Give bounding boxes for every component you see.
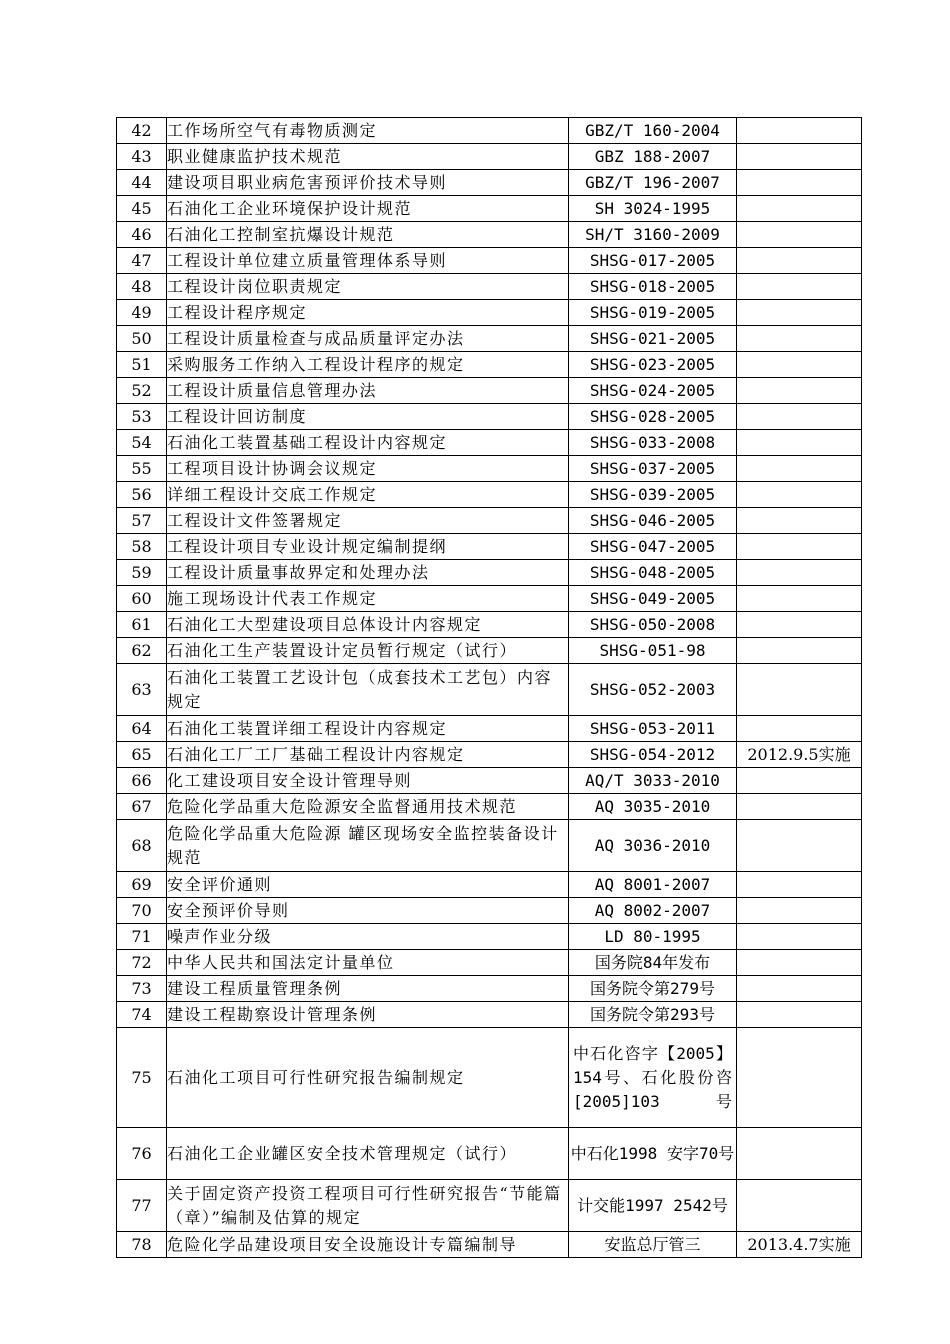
row-number: 61 bbox=[117, 612, 167, 638]
standard-code: SHSG-050-2008 bbox=[569, 612, 737, 638]
standard-name: 石油化工装置详细工程设计内容规定 bbox=[167, 716, 569, 742]
standard-code: SHSG-024-2005 bbox=[569, 378, 737, 404]
table-row bbox=[117, 1180, 862, 1232]
row-number: 54 bbox=[117, 430, 167, 456]
table-row bbox=[117, 404, 862, 430]
standard-note bbox=[737, 170, 862, 196]
standard-note bbox=[737, 196, 862, 222]
standards-table bbox=[116, 117, 862, 1258]
standard-name: 工程设计项目专业设计规定编制提纲 bbox=[167, 534, 569, 560]
standard-name: 石油化工生产装置设计定员暂行规定（试行） bbox=[167, 638, 569, 664]
row-number: 48 bbox=[117, 274, 167, 300]
standard-note bbox=[737, 924, 862, 950]
standard-code: SHSG-054-2012 bbox=[569, 742, 737, 768]
row-number: 50 bbox=[117, 326, 167, 352]
standard-name: 工程设计单位建立质量管理体系导则 bbox=[167, 248, 569, 274]
standard-name: 石油化工控制室抗爆设计规范 bbox=[167, 222, 569, 248]
standard-code: AQ 3036-2010 bbox=[569, 820, 737, 872]
table-row bbox=[117, 352, 862, 378]
standard-note bbox=[737, 456, 862, 482]
standard-note bbox=[737, 872, 862, 898]
standard-name: 石油化工企业罐区安全技术管理规定（试行） bbox=[167, 1128, 569, 1180]
table-row bbox=[117, 586, 862, 612]
table-row bbox=[117, 664, 862, 716]
table-row bbox=[117, 976, 862, 1002]
row-number: 49 bbox=[117, 300, 167, 326]
row-number: 44 bbox=[117, 170, 167, 196]
row-number: 58 bbox=[117, 534, 167, 560]
standard-name: 石油化工企业环境保护设计规范 bbox=[167, 196, 569, 222]
standard-note bbox=[737, 1128, 862, 1180]
standard-code: AQ 8002-2007 bbox=[569, 898, 737, 924]
standard-note bbox=[737, 534, 862, 560]
standard-code: SH/T 3160-2009 bbox=[569, 222, 737, 248]
standard-note bbox=[737, 794, 862, 820]
standard-name: 工程设计程序规定 bbox=[167, 300, 569, 326]
standard-name: 关于固定资产投资工程项目可行性研究报告“节能篇（章）”编制及估算的规定 bbox=[167, 1180, 569, 1232]
standard-name: 工程项目设计协调会议规定 bbox=[167, 456, 569, 482]
table-row bbox=[117, 508, 862, 534]
standard-code: SHSG-048-2005 bbox=[569, 560, 737, 586]
row-number: 73 bbox=[117, 976, 167, 1002]
standard-name: 工程设计质量信息管理办法 bbox=[167, 378, 569, 404]
row-number: 65 bbox=[117, 742, 167, 768]
table-row bbox=[117, 326, 862, 352]
standard-name: 石油化工项目可行性研究报告编制规定 bbox=[167, 1028, 569, 1128]
standard-note bbox=[737, 638, 862, 664]
standard-note bbox=[737, 430, 862, 456]
table-row bbox=[117, 872, 862, 898]
row-number: 78 bbox=[117, 1232, 167, 1258]
standard-name: 工程设计岗位职责规定 bbox=[167, 274, 569, 300]
table-row bbox=[117, 794, 862, 820]
row-number: 47 bbox=[117, 248, 167, 274]
row-number: 69 bbox=[117, 872, 167, 898]
standard-note bbox=[737, 118, 862, 144]
standard-code: SH 3024-1995 bbox=[569, 196, 737, 222]
standard-note bbox=[737, 560, 862, 586]
standard-note bbox=[737, 820, 862, 872]
standard-name: 工程设计文件签署规定 bbox=[167, 508, 569, 534]
row-number: 60 bbox=[117, 586, 167, 612]
row-number: 51 bbox=[117, 352, 167, 378]
standard-code: 中石化咨字【2005】154号、石化股份咨[2005]103号 bbox=[569, 1028, 737, 1128]
standard-code: SHSG-018-2005 bbox=[569, 274, 737, 300]
standard-note bbox=[737, 976, 862, 1002]
row-number: 74 bbox=[117, 1002, 167, 1028]
table-row bbox=[117, 898, 862, 924]
standard-name: 石油化工装置工艺设计包（成套技术工艺包）内容规定 bbox=[167, 664, 569, 716]
table-row bbox=[117, 1232, 862, 1258]
standard-name: 危险化学品重大危险源 罐区现场安全监控装备设计规范 bbox=[167, 820, 569, 872]
row-number: 52 bbox=[117, 378, 167, 404]
standard-note bbox=[737, 144, 862, 170]
standard-code: SHSG-046-2005 bbox=[569, 508, 737, 534]
standard-name: 石油化工装置基础工程设计内容规定 bbox=[167, 430, 569, 456]
standard-note bbox=[737, 1180, 862, 1232]
standard-note bbox=[737, 950, 862, 976]
standard-name: 中华人民共和国法定计量单位 bbox=[167, 950, 569, 976]
row-number: 76 bbox=[117, 1128, 167, 1180]
standard-code: 计交能1997 2542号 bbox=[569, 1180, 737, 1232]
table-row bbox=[117, 742, 862, 768]
standard-name: 职业健康监护技术规范 bbox=[167, 144, 569, 170]
row-number: 64 bbox=[117, 716, 167, 742]
table-row bbox=[117, 716, 862, 742]
table-row bbox=[117, 300, 862, 326]
row-number: 67 bbox=[117, 794, 167, 820]
row-number: 68 bbox=[117, 820, 167, 872]
table-row bbox=[117, 1128, 862, 1180]
table-row bbox=[117, 456, 862, 482]
table-row bbox=[117, 950, 862, 976]
standard-code: SHSG-049-2005 bbox=[569, 586, 737, 612]
table-row bbox=[117, 820, 862, 872]
standard-note bbox=[737, 768, 862, 794]
table-row bbox=[117, 430, 862, 456]
table-row bbox=[117, 144, 862, 170]
standard-code: SHSG-023-2005 bbox=[569, 352, 737, 378]
table-row bbox=[117, 768, 862, 794]
row-number: 75 bbox=[117, 1028, 167, 1128]
standard-code: SHSG-017-2005 bbox=[569, 248, 737, 274]
row-number: 46 bbox=[117, 222, 167, 248]
standard-note bbox=[737, 1002, 862, 1028]
row-number: 43 bbox=[117, 144, 167, 170]
standard-code: 国务院84年发布 bbox=[569, 950, 737, 976]
table-row bbox=[117, 560, 862, 586]
standard-code: GBZ 188-2007 bbox=[569, 144, 737, 170]
standard-name: 工程设计质量检查与成品质量评定办法 bbox=[167, 326, 569, 352]
standard-name: 建设工程勘察设计管理条例 bbox=[167, 1002, 569, 1028]
standard-note bbox=[737, 326, 862, 352]
row-number: 55 bbox=[117, 456, 167, 482]
row-number: 45 bbox=[117, 196, 167, 222]
table-row bbox=[117, 222, 862, 248]
standard-name: 石油化工厂工厂基础工程设计内容规定 bbox=[167, 742, 569, 768]
standard-code: SHSG-037-2005 bbox=[569, 456, 737, 482]
standard-note bbox=[737, 222, 862, 248]
row-number: 62 bbox=[117, 638, 167, 664]
standard-name: 详细工程设计交底工作规定 bbox=[167, 482, 569, 508]
table-row bbox=[117, 118, 862, 144]
table-row bbox=[117, 1002, 862, 1028]
standard-code: AQ/T 3033-2010 bbox=[569, 768, 737, 794]
standard-name: 安全评价通则 bbox=[167, 872, 569, 898]
standard-note bbox=[737, 508, 862, 534]
standard-note bbox=[737, 664, 862, 716]
standard-note bbox=[737, 300, 862, 326]
standard-code: LD 80-1995 bbox=[569, 924, 737, 950]
row-number: 63 bbox=[117, 664, 167, 716]
row-number: 77 bbox=[117, 1180, 167, 1232]
standard-name: 噪声作业分级 bbox=[167, 924, 569, 950]
standard-note bbox=[737, 274, 862, 300]
table-row bbox=[117, 248, 862, 274]
standard-note bbox=[737, 716, 862, 742]
table-row bbox=[117, 638, 862, 664]
standard-note: 2012.9.5实施 bbox=[737, 742, 862, 768]
table-row bbox=[117, 170, 862, 196]
standard-note bbox=[737, 1028, 862, 1128]
standard-code: SHSG-021-2005 bbox=[569, 326, 737, 352]
row-number: 53 bbox=[117, 404, 167, 430]
standard-code: GBZ/T 196-2007 bbox=[569, 170, 737, 196]
row-number: 70 bbox=[117, 898, 167, 924]
row-number: 71 bbox=[117, 924, 167, 950]
row-number: 57 bbox=[117, 508, 167, 534]
standard-name: 施工现场设计代表工作规定 bbox=[167, 586, 569, 612]
standard-name: 化工建设项目安全设计管理导则 bbox=[167, 768, 569, 794]
standard-code: 安监总厅管三 bbox=[569, 1232, 737, 1258]
standard-code: GBZ/T 160-2004 bbox=[569, 118, 737, 144]
table-row bbox=[117, 612, 862, 638]
standard-name: 工作场所空气有毒物质测定 bbox=[167, 118, 569, 144]
table-row bbox=[117, 378, 862, 404]
standard-code: 国务院令第293号 bbox=[569, 1002, 737, 1028]
standard-note bbox=[737, 898, 862, 924]
table-row bbox=[117, 534, 862, 560]
table-row bbox=[117, 924, 862, 950]
standard-note bbox=[737, 482, 862, 508]
standard-note bbox=[737, 352, 862, 378]
standard-note bbox=[737, 404, 862, 430]
standard-name: 石油化工大型建设项目总体设计内容规定 bbox=[167, 612, 569, 638]
row-number: 42 bbox=[117, 118, 167, 144]
standard-code: SHSG-052-2003 bbox=[569, 664, 737, 716]
standard-note bbox=[737, 378, 862, 404]
row-number: 72 bbox=[117, 950, 167, 976]
standard-name: 安全预评价导则 bbox=[167, 898, 569, 924]
standard-name: 采购服务工作纳入工程设计程序的规定 bbox=[167, 352, 569, 378]
standard-note bbox=[737, 586, 862, 612]
table-row bbox=[117, 482, 862, 508]
standard-note bbox=[737, 248, 862, 274]
standard-code: SHSG-039-2005 bbox=[569, 482, 737, 508]
standard-code: SHSG-028-2005 bbox=[569, 404, 737, 430]
table-row bbox=[117, 1028, 862, 1128]
standard-name: 建设工程质量管理条例 bbox=[167, 976, 569, 1002]
standard-name: 危险化学品重大危险源安全监督通用技术规范 bbox=[167, 794, 569, 820]
standard-note: 2013.4.7实施 bbox=[737, 1232, 862, 1258]
standard-code: AQ 3035-2010 bbox=[569, 794, 737, 820]
row-number: 66 bbox=[117, 768, 167, 794]
standard-name: 危险化学品建设项目安全设施设计专篇编制导 bbox=[167, 1232, 569, 1258]
standard-code: SHSG-053-2011 bbox=[569, 716, 737, 742]
standards-table-body bbox=[117, 118, 862, 1258]
standard-code: 国务院令第279号 bbox=[569, 976, 737, 1002]
standard-code: SHSG-019-2005 bbox=[569, 300, 737, 326]
standard-name: 工程设计回访制度 bbox=[167, 404, 569, 430]
standard-code: AQ 8001-2007 bbox=[569, 872, 737, 898]
standard-name: 建设项目职业病危害预评价技术导则 bbox=[167, 170, 569, 196]
standard-name: 工程设计质量事故界定和处理办法 bbox=[167, 560, 569, 586]
standard-code: SHSG-033-2008 bbox=[569, 430, 737, 456]
row-number: 59 bbox=[117, 560, 167, 586]
standard-code: 中石化1998 安字70号 bbox=[569, 1128, 737, 1180]
row-number: 56 bbox=[117, 482, 167, 508]
table-row bbox=[117, 196, 862, 222]
standard-note bbox=[737, 612, 862, 638]
table-row bbox=[117, 274, 862, 300]
standard-code: SHSG-051-98 bbox=[569, 638, 737, 664]
standard-code: SHSG-047-2005 bbox=[569, 534, 737, 560]
